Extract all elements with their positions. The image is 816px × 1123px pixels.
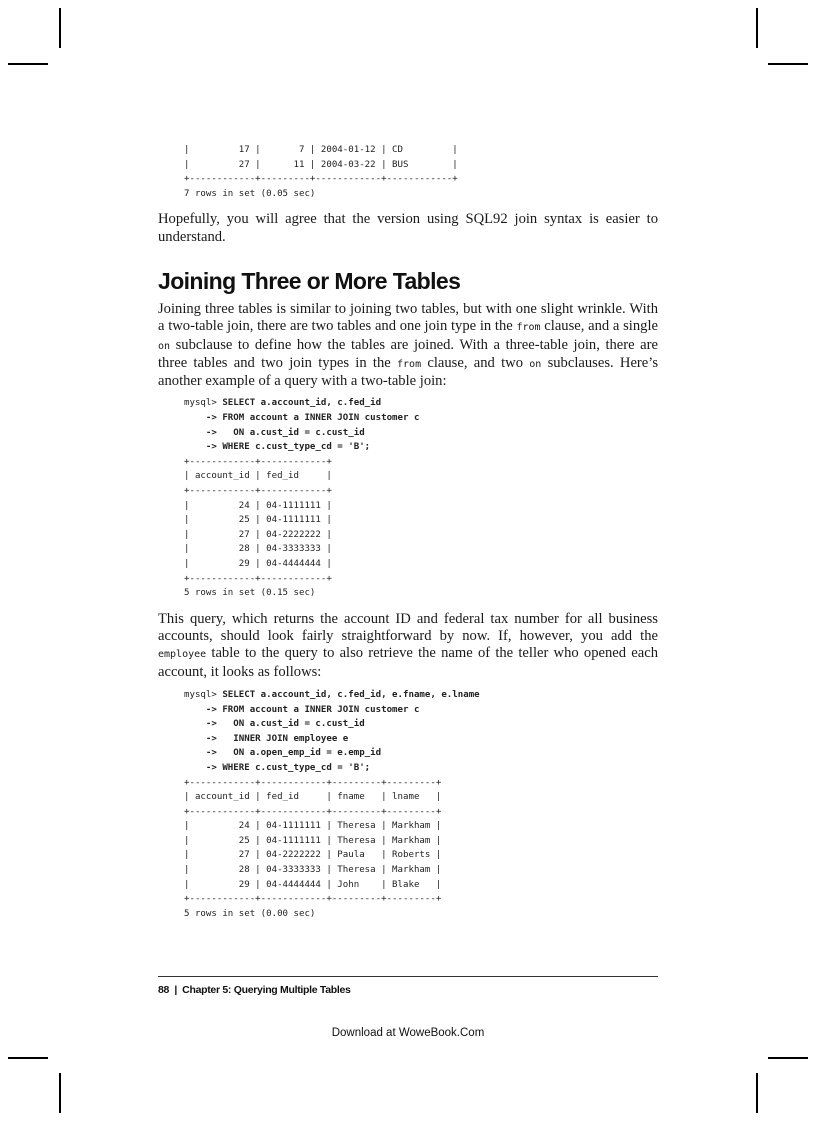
text-run: Joining three tables is similar to joining two tables, but with one slight wrinkle. With a two-table join, there are two tables and one join type in the bbox=[158, 300, 658, 335]
text-run: subclauses. Here’s another example of a query with a two-table join: bbox=[158, 354, 659, 390]
inline-code: on bbox=[158, 340, 171, 352]
paragraph-three-tables bbox=[158, 301, 658, 390]
page-footer: 88 | Chapter 5: Querying Multiple Tables bbox=[158, 984, 351, 996]
footer-rule bbox=[158, 976, 658, 977]
crop-mark bbox=[756, 1073, 758, 1113]
query-result-table: +------------+------------+---------+---------+ | account_id | fed_id | fname | lname | +------------+------------+---------+---------+ | 24 | 04-1111111 | Theresa | Markham | | 25 | 04-1111111 | Theresa | Markham | | 27 | 04-2222222 | Paula | Roberts | | 28 | 04-3333333 | Theresa | Markham | | 29 | 04-4444444 | John | Blake | +------------+------------+---------+---------+ 5 rows in set (0.00 sec) bbox=[184, 777, 442, 919]
text-run: This query, which returns the account ID and federal tax number for all business accounts, should look fairly straightforward by now. If, however, you add the bbox=[158, 610, 658, 645]
inline-code: from bbox=[516, 322, 541, 334]
sql-statement: SELECT a.account_id, c.fed_id, e.fname, e.lname -> FROM account a INNER JOIN customer c -> ON a.cust_id = c.cust_id -> INNER JOIN employee e -> ON a.open_emp_id = e.emp_id -> WHERE c.cust_type_cd = 'B'; bbox=[205, 689, 480, 773]
crop-mark bbox=[59, 1073, 61, 1113]
inline-code: employee bbox=[158, 649, 207, 661]
text-run: subclause to define how the tables are joined. With a three-table join, there are three tables and two join types in the bbox=[158, 336, 658, 371]
sql-statement: SELECT a.account_id, c.fed_id -> FROM account a INNER JOIN customer c -> ON a.cust_id = c.cust_id -> WHERE c.cust_type_cd = 'B'; bbox=[205, 398, 420, 453]
crop-mark bbox=[756, 8, 758, 48]
crop-mark bbox=[59, 8, 61, 48]
mysql-prompt: mysql> bbox=[184, 398, 223, 409]
inline-code: from bbox=[397, 358, 422, 370]
query-result-table: +------------+------------+ | account_id | fed_id | +------------+------------+ | 24 | 04-1111111 | | 25 | 04-1111111 | | 27 | 04-2222222 | | 28 | 04-3333333 | | 29 | 04-4444444 | +------------+------------+ 5 rows in set (0.15 sec) bbox=[184, 456, 332, 599]
inline-code: on bbox=[529, 358, 542, 370]
crop-mark bbox=[8, 63, 48, 65]
crop-mark bbox=[8, 1057, 48, 1059]
query1-code bbox=[184, 396, 658, 600]
query2-code bbox=[184, 688, 658, 922]
text-run: clause, and a single bbox=[540, 318, 658, 335]
download-note: Download at WoweBook.Com bbox=[331, 1027, 485, 1039]
crop-mark bbox=[768, 1057, 808, 1059]
paragraph-business-accounts bbox=[158, 611, 658, 681]
page-content bbox=[158, 143, 658, 921]
section-heading: Joining Three or More Tables bbox=[158, 267, 461, 294]
top-code-result: | 17 | 7 | 2004-01-12 | CD | | 27 | 11 | 2004-03-22 | BUS | +------------+---------+------------+------------+ 7 rows in set (0.05 sec) bbox=[184, 145, 458, 199]
text-run: clause, and two bbox=[421, 354, 530, 371]
mysql-prompt: mysql> bbox=[184, 689, 223, 700]
crop-mark bbox=[768, 63, 808, 65]
paragraph-sql92: Hopefully, you will agree that the version using SQL92 join syntax is easier to understand. bbox=[158, 211, 658, 245]
text-run: table to the query to also retrieve the name of the teller who opened each account, it looks as follows: bbox=[158, 645, 658, 680]
